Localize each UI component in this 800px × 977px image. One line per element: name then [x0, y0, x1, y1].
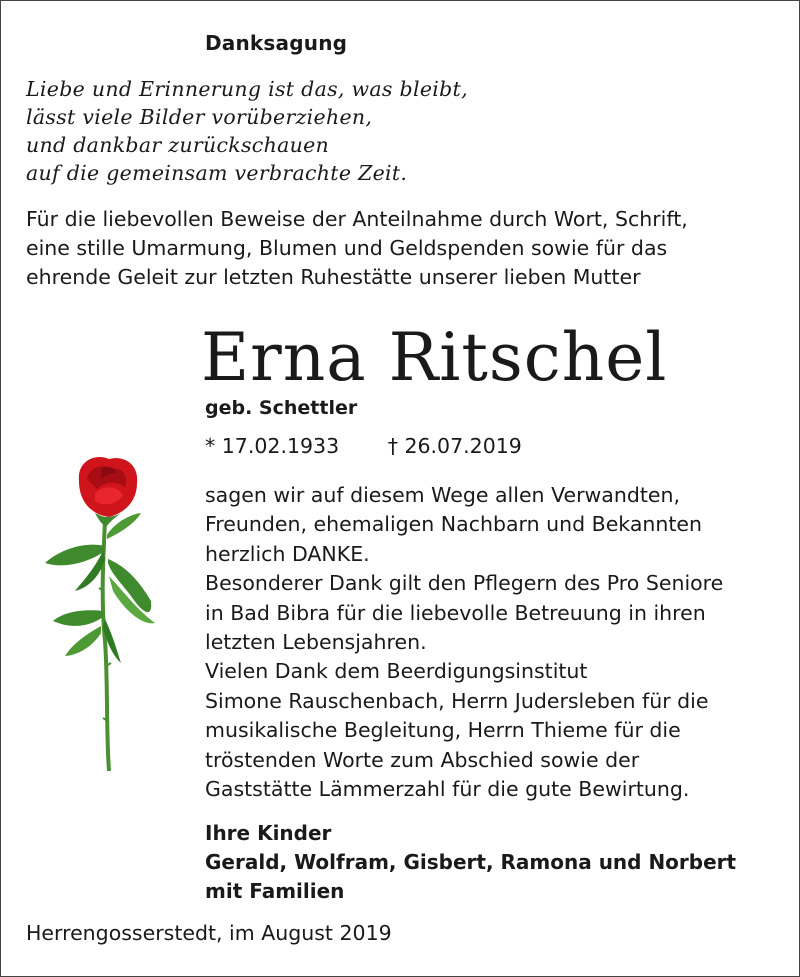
thanks-line: sagen wir auf diesem Wege allen Verwandten, [205, 483, 681, 507]
intro-line: eine stille Umarmung, Blumen und Geldspenden sowie für das [26, 236, 668, 260]
thanks-line: in Bad Bibra für die liebevolle Betreuung in ihren [205, 600, 706, 625]
thanks-line: letzten Lebensjahren. [205, 630, 427, 655]
signature-line: Gerald, Wolfram, Gisbert, Ramona und Norbert [205, 850, 737, 874]
maiden-name: geb. Schettler [205, 397, 358, 419]
poem-line: Liebe und Erinnerung ist das, was bleibt, [26, 77, 468, 101]
intro-line: ehrende Geleit zur letzten Ruhestätte unserer lieben Mutter [26, 265, 641, 289]
thanks-line: herzlich DANKE. [205, 541, 370, 566]
heading: Danksagung [205, 31, 348, 55]
signature-line: Ihre Kinder [205, 821, 332, 845]
thanks-line: tröstenden Worte zum Abschied sowie der [205, 747, 640, 772]
thanks-line: Freunden, ehemaligen Nachbarn und Bekannten [205, 512, 703, 537]
thanks-paragraph [205, 481, 723, 804]
thanks-line: Gaststätte Lämmerzahl für die gute Bewirtung. [205, 777, 690, 802]
signature [205, 819, 736, 906]
poem-line: auf die gemeinsam verbrachte Zeit. [26, 161, 408, 185]
intro-paragraph [26, 205, 688, 292]
deceased-name: Erna Ritschel [201, 319, 668, 396]
intro-line: Für die liebevollen Beweise der Anteilnahme durch Wort, Schrift, [26, 207, 688, 231]
poem-line: und dankbar zurückschauen [26, 133, 330, 157]
signature-line: mit Familien [205, 879, 345, 903]
birth-date: * 17.02.1933 [205, 434, 340, 458]
thanks-line: musikalische Begleitung, Herrn Thieme für die [205, 718, 681, 743]
thanks-line: Vielen Dank dem Beerdigungsinstitut [205, 659, 588, 684]
death-date: † 26.07.2019 [387, 434, 522, 458]
thanks-line: Simone Rauschenbach, Herrn Judersleben für die [205, 688, 709, 713]
poem [26, 75, 468, 187]
place-date: Herrengosserstedt, im August 2019 [26, 921, 392, 945]
life-dates [205, 434, 522, 458]
thanks-line: Besonderer Dank gilt den Pflegern des Pro Seniore [205, 571, 724, 596]
red-rose-icon [13, 451, 193, 776]
poem-line: lässt viele Bilder vorüberziehen, [26, 105, 373, 129]
